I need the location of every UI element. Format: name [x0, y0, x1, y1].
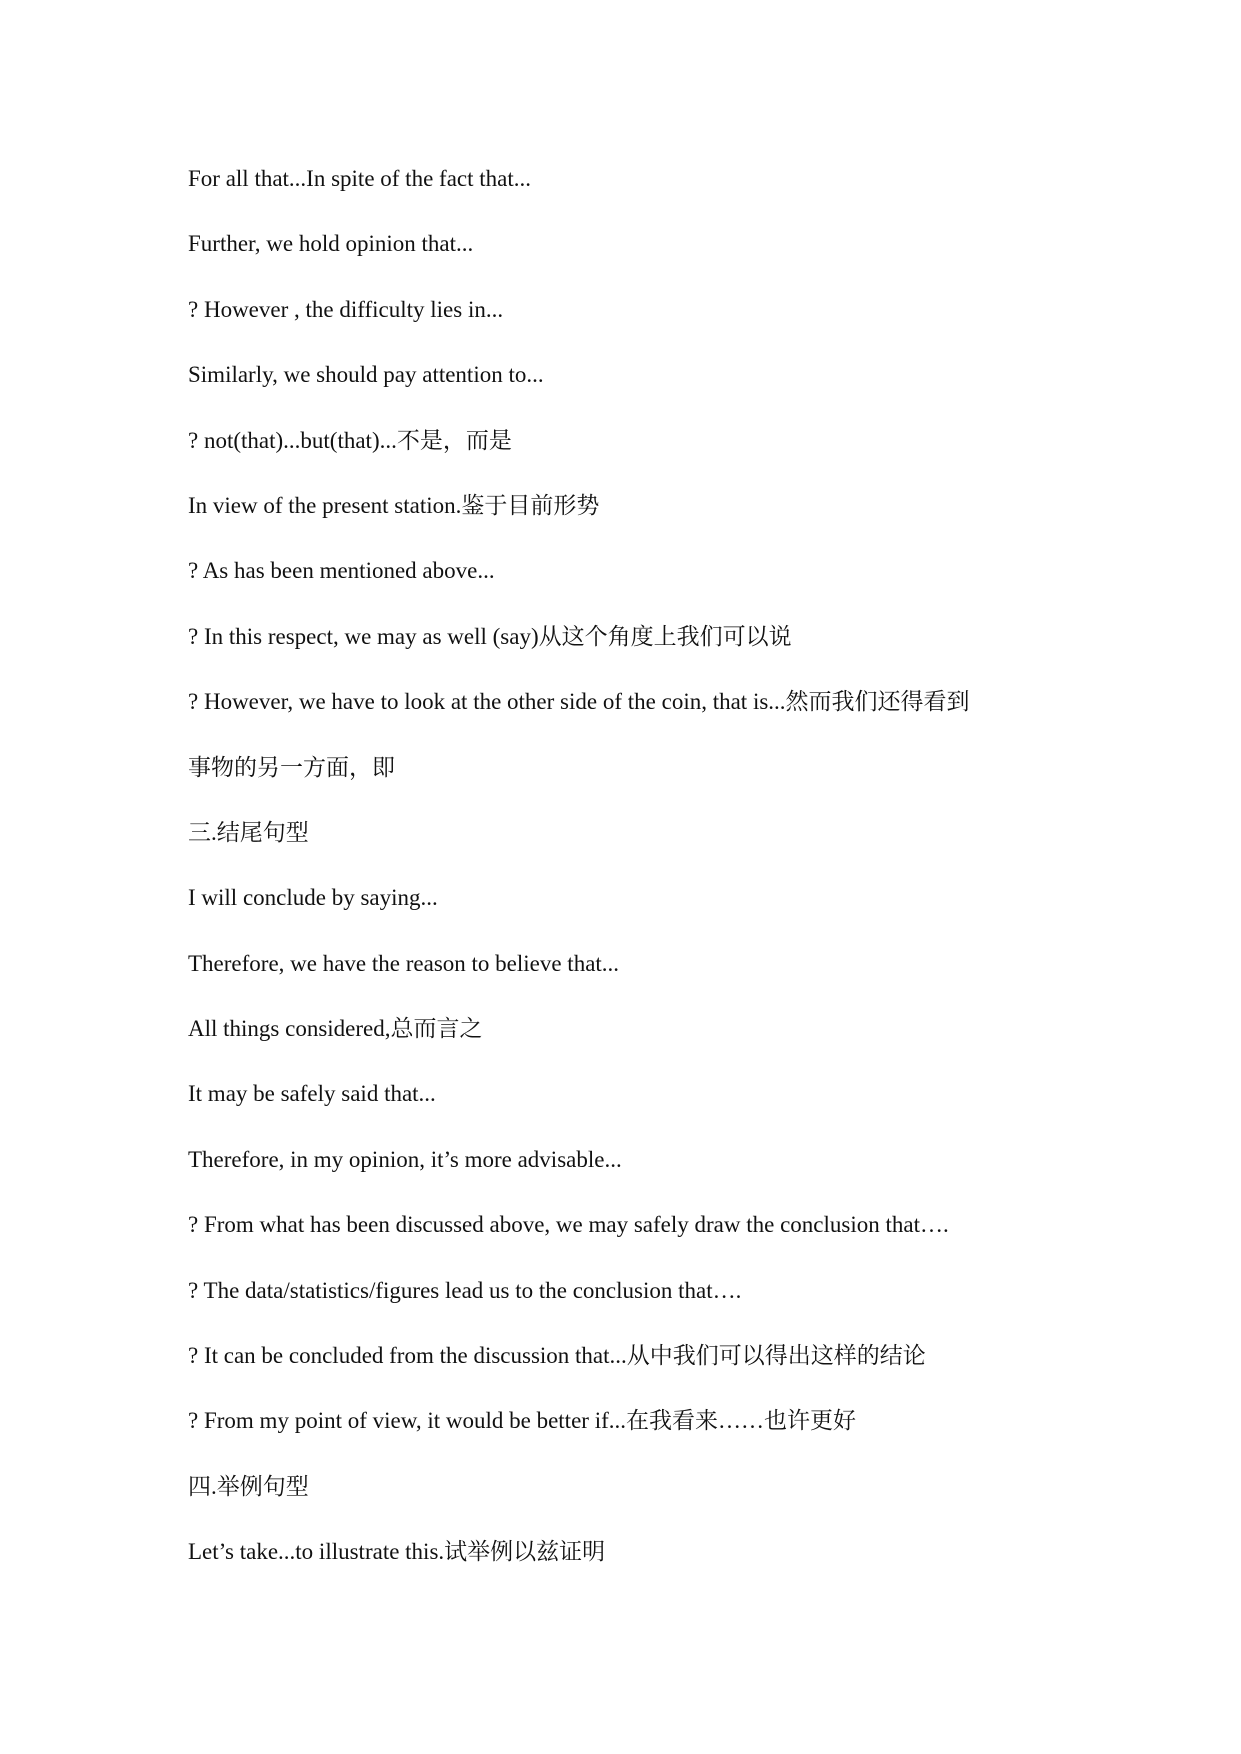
- text-line: ? It can be concluded from the discussion that...从中我们可以得出这样的结论: [188, 1343, 926, 1369]
- text-line: ? However , the difficulty lies in...: [188, 296, 504, 322]
- text-line: Further, we hold opinion that...: [188, 231, 474, 257]
- text-line: Let’s take...to illustrate this.试举例以兹证明: [188, 1539, 606, 1565]
- text-line: In view of the present station.鉴于目前形势: [188, 492, 600, 518]
- text-line: ? However, we have to look at the other side of the coin, that is...然而我们还得看到: [188, 689, 970, 715]
- text-line: ? not(that)...but(that)...不是，而是: [188, 427, 512, 453]
- text-line: Therefore, in my opinion, it’s more advisable...: [188, 1146, 622, 1172]
- text-line: ? From my point of view, it would be better if...在我看来……也许更好: [188, 1408, 856, 1434]
- text-line: ? From what has been discussed above, we may safely draw the conclusion that….: [188, 1212, 949, 1238]
- document-body: [188, 164, 1088, 1603]
- text-line: Therefore, we have the reason to believe that...: [188, 950, 620, 976]
- section-heading: 三.结尾句型: [188, 819, 309, 845]
- text-line: For all that...In spite of the fact that...: [188, 166, 531, 191]
- text-line: It may be safely said that...: [188, 1081, 436, 1107]
- section-heading: 四.举例句型: [188, 1473, 309, 1499]
- text-line: ? The data/statistics/figures lead us to the conclusion that….: [188, 1277, 742, 1303]
- text-line: Similarly, we should pay attention to...: [188, 362, 544, 388]
- text-line: I will conclude by saying...: [188, 885, 438, 911]
- text-line: ? In this respect, we may as well (say)从这个角度上我们可以说: [188, 623, 792, 649]
- text-line: ? As has been mentioned above...: [188, 558, 495, 584]
- text-line: 事物的另一方面，即: [188, 754, 395, 780]
- text-line: All things considered,总而言之: [188, 1016, 483, 1042]
